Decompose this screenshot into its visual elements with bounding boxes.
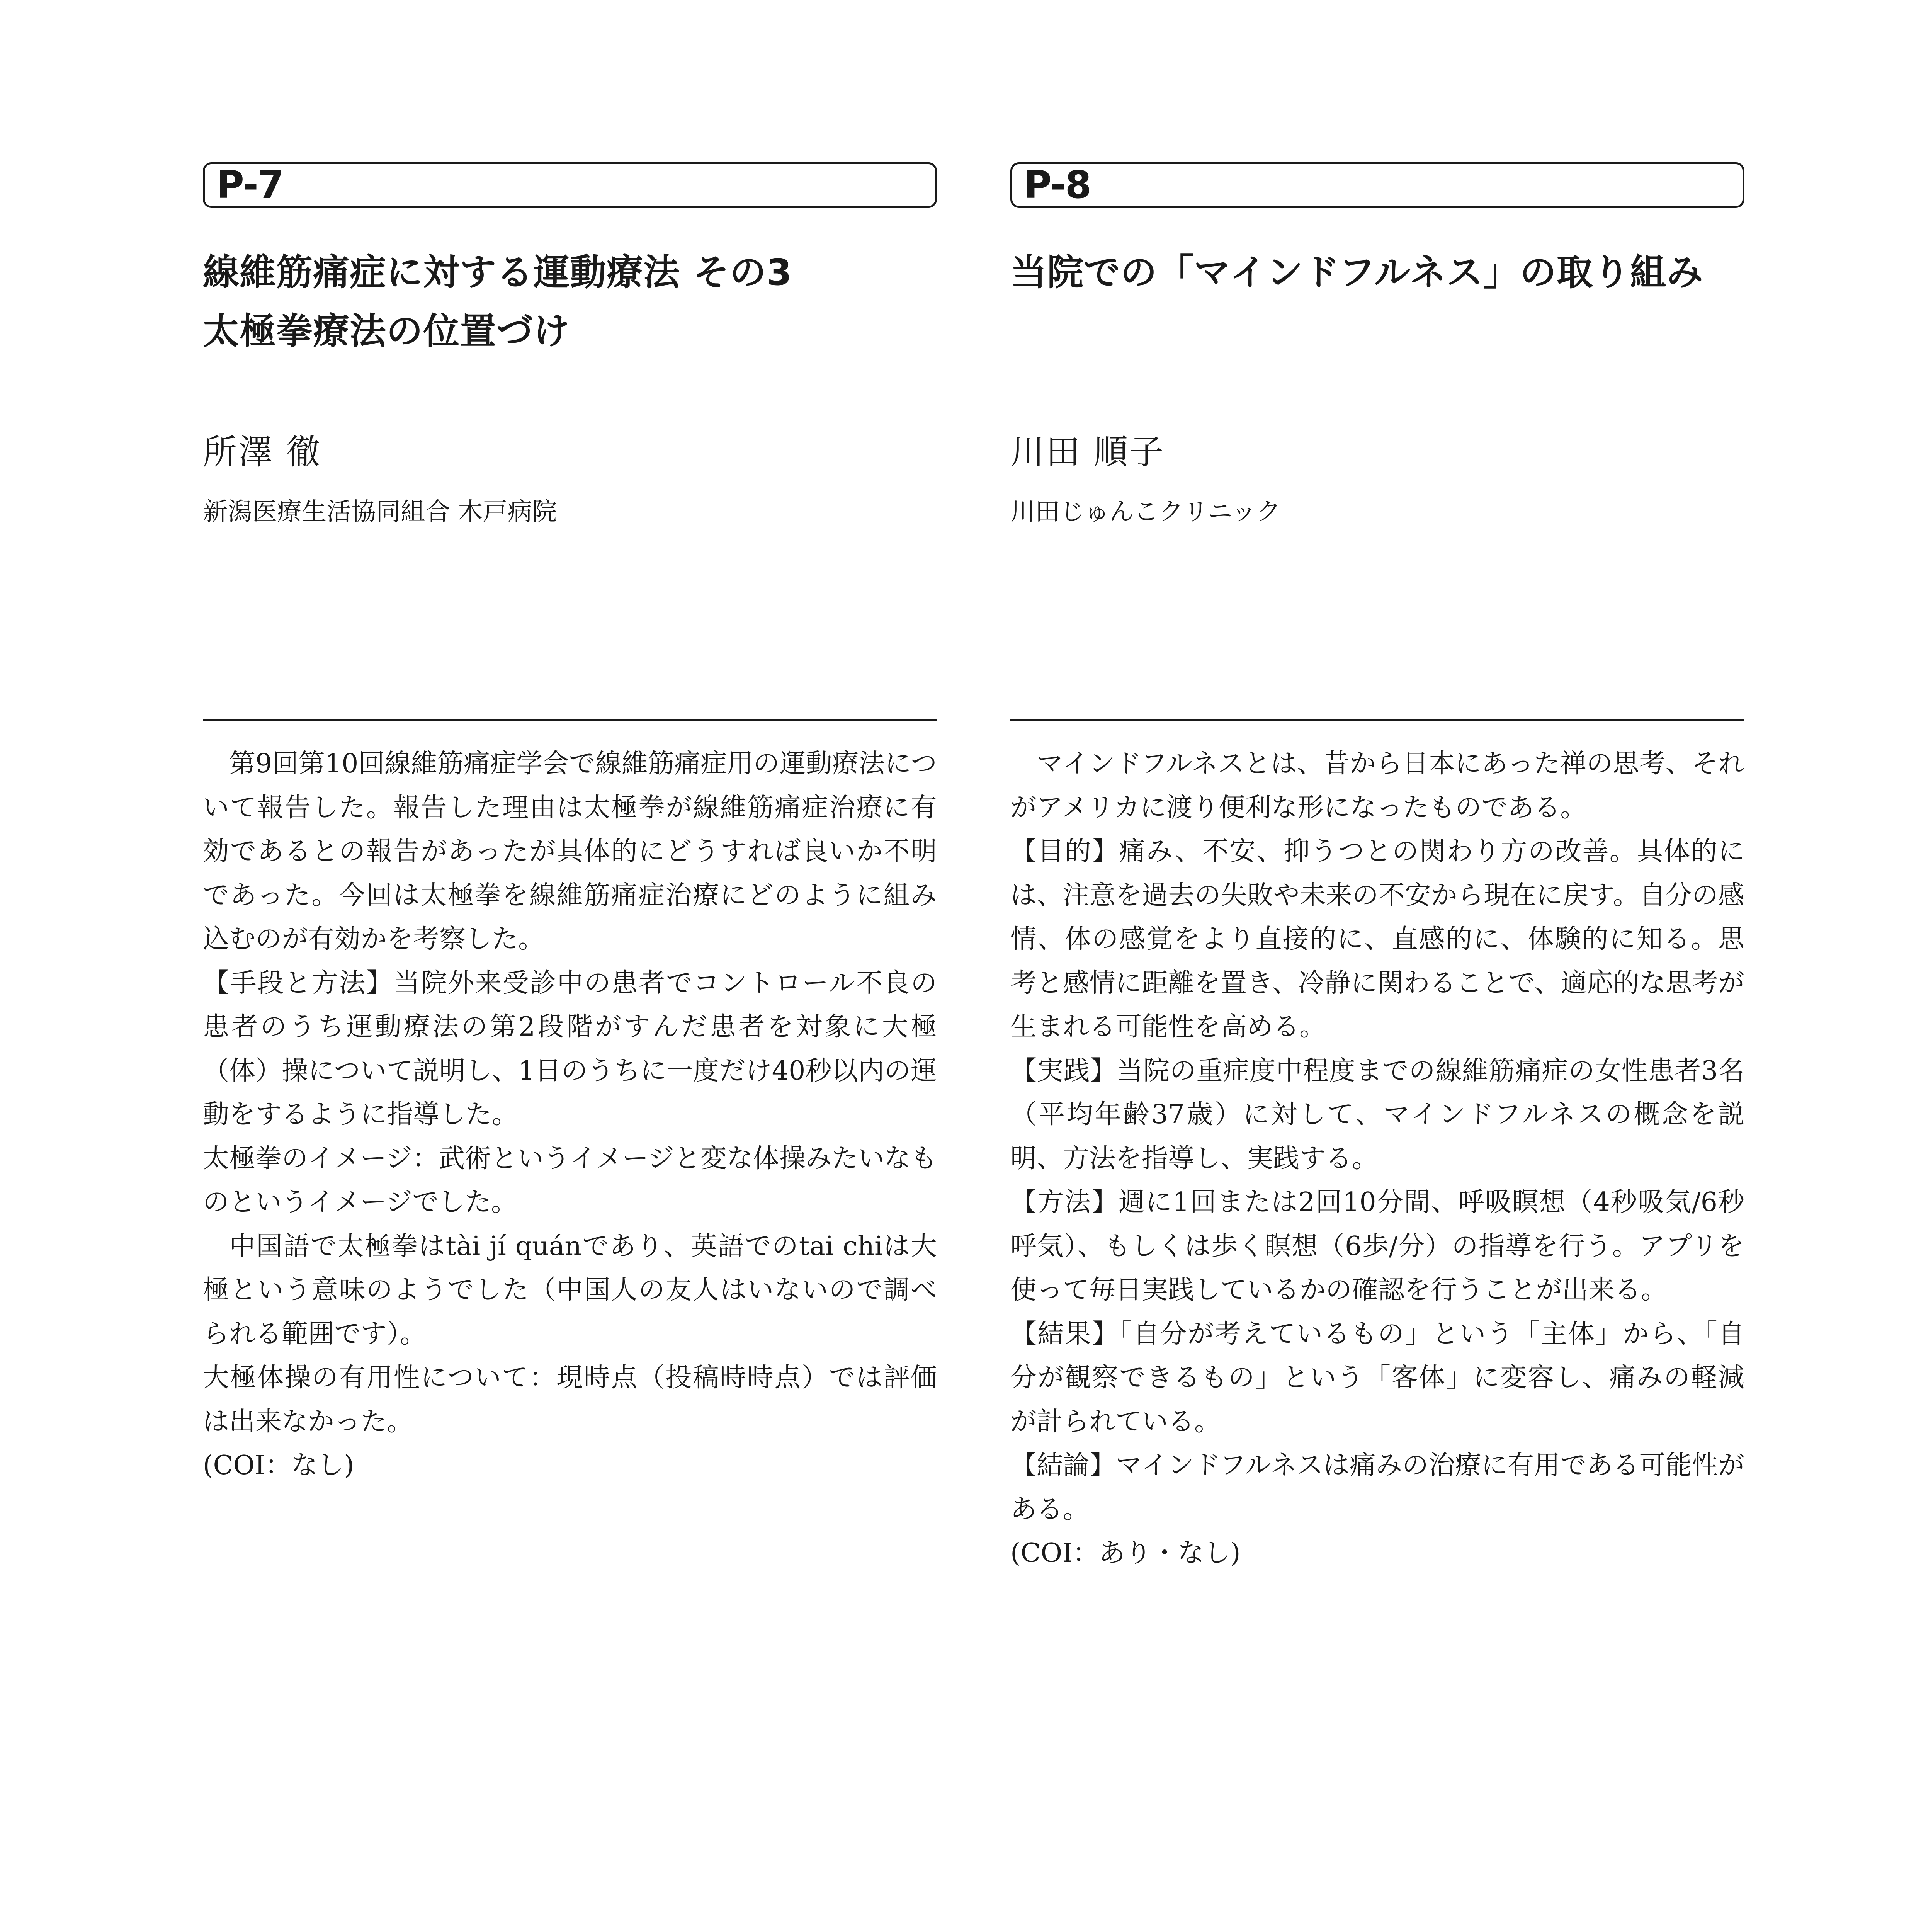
divider xyxy=(1010,719,1744,721)
title-line-1: 線維筋痛症に対する運動療法 その3 xyxy=(203,252,792,294)
title-line-2: 太極拳療法の位置づけ xyxy=(203,310,570,352)
abstract-title xyxy=(203,243,792,361)
abstract-code-box xyxy=(203,162,937,208)
abstract-p8 xyxy=(1010,162,1744,1568)
abstract-body xyxy=(203,742,937,1488)
body-paragraph: 【実践】当院の重症度中程度までの線維筋痛症の女性患者3名（平均年齢37歳）に対して、マインドフルネスの概念を説明、方法を指導し、実践する。 xyxy=(1010,1055,1744,1174)
abstract-code: P-8 xyxy=(1024,163,1091,207)
body-paragraph: 太極拳のイメージ：武術というイメージと変な体操みたいなものというイメージでした。 xyxy=(203,1143,937,1218)
body-paragraph: マインドフルネスとは、昔から日本にあった禅の思考、それがアメリカに渡り便利な形になったものである。 xyxy=(1010,748,1744,823)
abstract-code: P-7 xyxy=(216,163,283,207)
abstract-body xyxy=(1010,742,1744,1575)
body-paragraph: 【結論】マインドフルネスは痛みの治療に有用である可能性がある。 xyxy=(1010,1450,1744,1525)
body-paragraph: 第9回第10回線維筋痛症学会で線維筋痛症用の運動療法について報告した。報告した理由は太極拳が線維筋痛症治療に有効であるとの報告があったが具体的にどうすれば良いか不明であった。今回は太極拳を線維筋痛症治療にどのように組み込むのが有効かを考察した。 xyxy=(203,748,937,954)
title-line-1: 当院での「マインドフルネス」の取り組み xyxy=(1010,252,1703,294)
body-paragraph: 中国語で太極拳はtài jí quánであり、英語でのtai chiは大極という意味のようでした（中国人の友人はいないので調べられる範囲です）。 xyxy=(203,1231,937,1349)
body-paragraph: 【手段と方法】当院外来受診中の患者でコントロール不良の患者のうち運動療法の第2段階がすんだ患者を対象に大極（体）操について説明し、1日のうちに一度だけ40秒以内の運動をするように指導した。 xyxy=(203,968,937,1130)
author-name: 川田 順子 xyxy=(1010,432,1165,472)
abstract-p7 xyxy=(203,162,937,1481)
abstract-code-box xyxy=(1010,162,1744,208)
body-paragraph: 【結果】「自分が考えているもの」という「主体」から、「自分が観察できるもの」という「客体」に変容し、痛みの軽減が計られている。 xyxy=(1010,1318,1744,1437)
author-affiliation: 新潟医療生活協同組合 木戸病院 xyxy=(203,498,557,526)
body-paragraph: 【目的】痛み、不安、抑うつとの関わり方の改善。具体的には、注意を過去の失敗や未来の不安から現在に戻す。自分の感情、体の感覚をより直接的に、直感的に、体験的に知る。思考と感情に距離を置き、冷静に関わることで、適応的な思考が生まれる可能性を高める。 xyxy=(1010,836,1744,1042)
author-affiliation: 川田じゅんこクリニック xyxy=(1010,498,1281,526)
author-name: 所澤 徹 xyxy=(203,432,322,472)
abstract-title xyxy=(1010,243,1703,302)
divider xyxy=(203,719,937,721)
coi-statement: (COI：なし) xyxy=(203,1450,354,1481)
coi-statement: (COI：あり・なし) xyxy=(1010,1538,1241,1568)
body-paragraph: 大極体操の有用性について：現時点（投稿時時点）では評価は出来なかった。 xyxy=(203,1362,937,1437)
body-paragraph: 【方法】週に1回または2回10分間、呼吸瞑想（4秒吸気/6秒呼気）、もしくは歩く瞑想（6歩/分）の指導を行う。アプリを使って毎日実践しているかの確認を行うことが出来る。 xyxy=(1010,1187,1744,1305)
